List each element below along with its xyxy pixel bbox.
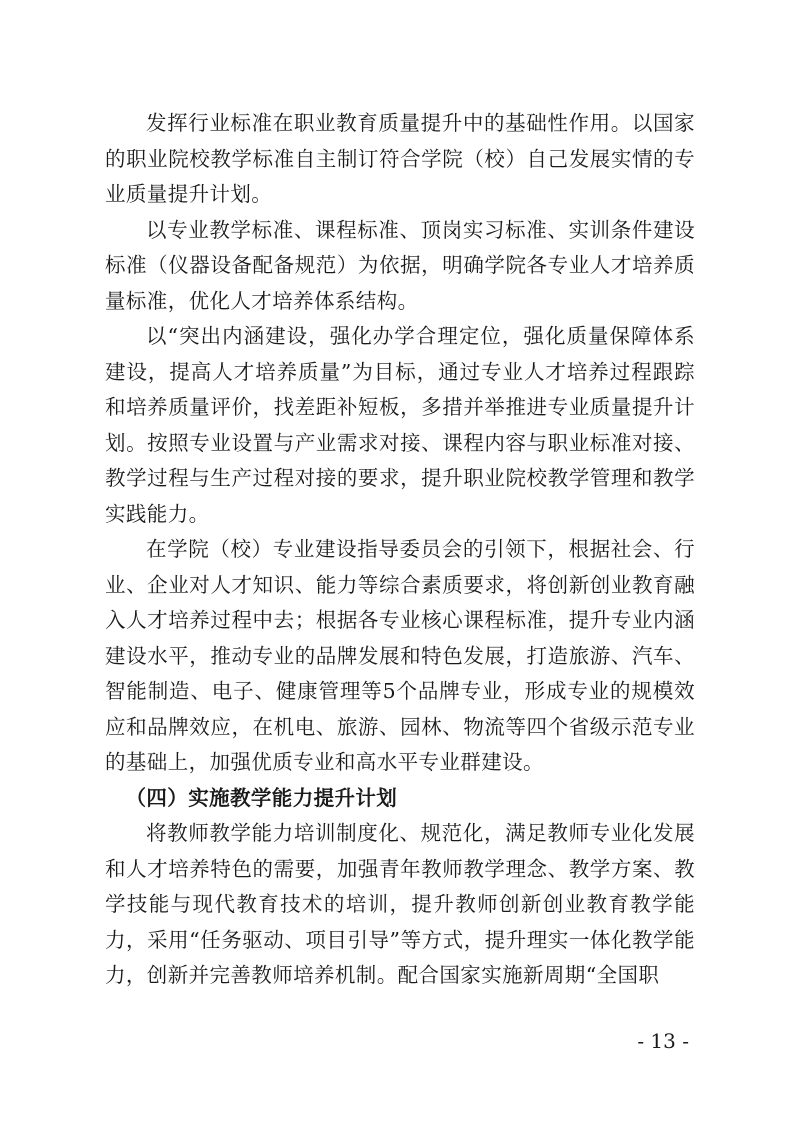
paragraph-industry-standards: 发挥行业标准在职业教育质量提升中的基础性作用。以国家的职业院校教学标准自主制订符合学院（校）自己发展实情的专业质量提升计划。	[105, 111, 695, 206]
paragraph-teaching-standards: 以专业教学标准、课程标准、顶岗实习标准、实训条件建设标准（仪器设备配备规范）为依据，明确学院各专业人才培养质量标准，优化人才培养体系结构。	[105, 217, 695, 313]
section-heading: （四）实施教学能力提升计划	[125, 785, 398, 810]
paragraph-brand-majors: 在学院（校）专业建设指导委员会的引领下，根据社会、行业、企业对人才知识、能力等综合素质要求，将创新创业教育融入人才培养过程中去；根据各专业核心课程标准，提升专业内涵建设水平，推动专业的品牌发展和特色发展，打造旅游、汽车、智能制造、电子、健康管理等5个品牌专业，形成专业的规模效应和品牌效应，在机电、旅游、园林、物流等四个省级示范专业的基础上，加强优质专业和高水平专业群建设。	[105, 537, 695, 774]
paragraph-teacher-training: 将教师教学能力培训制度化、规范化，满足教师专业化发展和人才培养特色的需要，加强青年教师教学理念、教学方案、教学技能与现代教育技术的培训，提升教师创新创业教育教学能力，采用“任务驱动、项目引导”等方式，提升理实一体化教学能力，创新并完善教师培养机制。配合国家实施新周期“全国职	[105, 821, 695, 987]
page-body	[105, 106, 695, 994]
paragraph-quality-goals: 以“突出内涵建设，强化办学合理定位，强化质量保障体系建设，提高人才培养质量”为目标，通过专业人才培养过程跟踪和培养质量评价，找差距补短板，多措并举推进专业质量提升计划。按照专业设置与产业需求对接、课程内容与职业标准对接、教学过程与生产过程对接的要求，提升职业院校教学管理和教学实践能力。	[105, 324, 695, 526]
page-number: - 13 -	[637, 1029, 689, 1053]
